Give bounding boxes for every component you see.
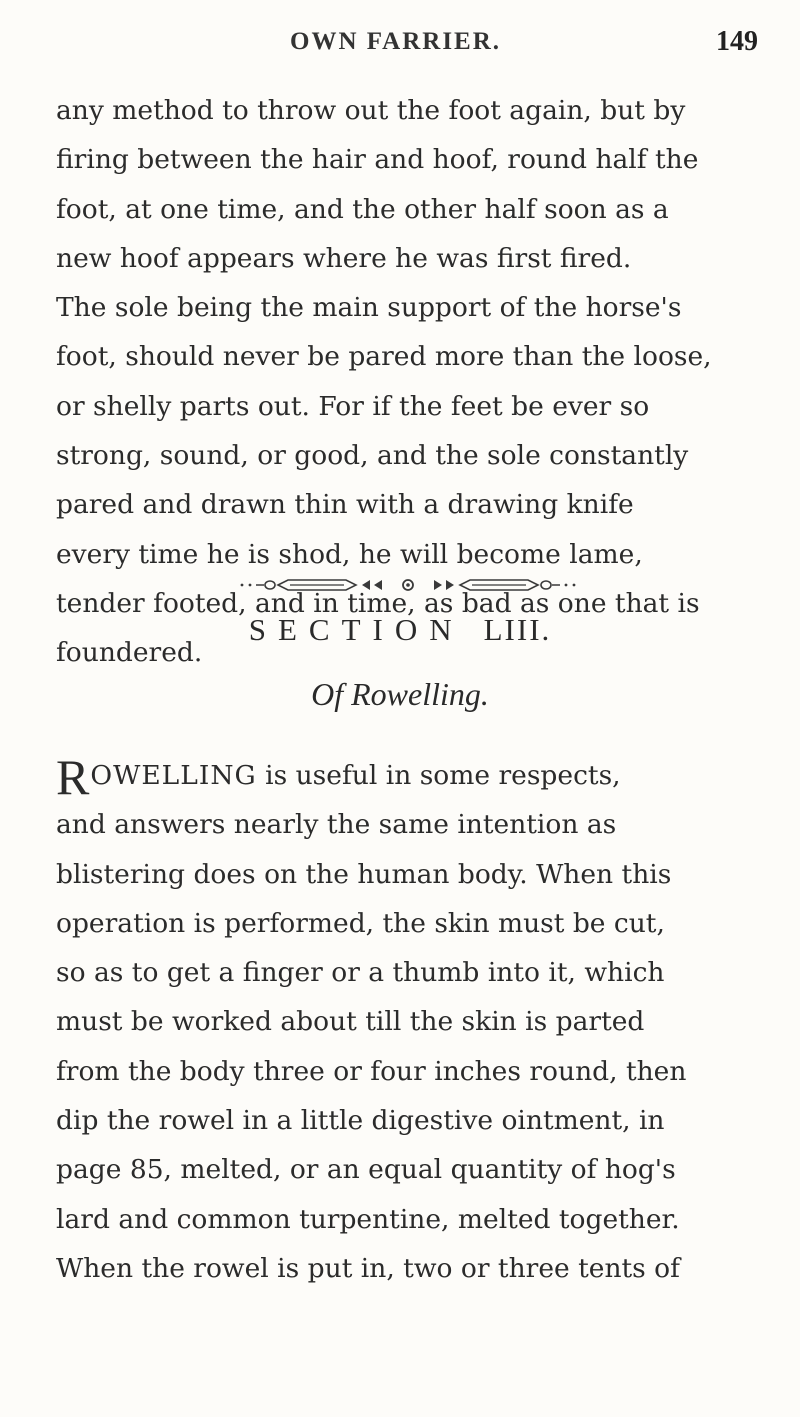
text-line: new hoof appears where he was first fired.: [56, 242, 632, 274]
text-line: strong, sound, or good, and the sole constantly: [56, 440, 689, 472]
text-line: lard and common turpentine, melted together.: [56, 1203, 680, 1235]
text-line: blistering does on the human body. When this: [56, 858, 672, 890]
text-line: every time he is shod, he will become lame,: [56, 538, 643, 570]
page-number: 149: [716, 26, 758, 57]
text-line: firing between the hair and hoof, round half the: [56, 144, 699, 176]
text-line: pared and drawn thin with a drawing knife: [56, 489, 634, 521]
first-line-rest: is useful in some respects,: [256, 760, 621, 791]
text-line: foundered.: [56, 637, 203, 669]
text-line: tender footed, and in time, as bad as one that is: [56, 587, 700, 619]
text-line-first: [56, 749, 756, 805]
text-line: When the rowel is put in, two or three tents of: [56, 1252, 680, 1284]
text-line: and answers nearly the same intention as: [56, 809, 617, 841]
text-line: must be worked about till the skin is parted: [56, 1006, 645, 1038]
text-line: any method to throw out the foot again, but by: [56, 95, 686, 126]
text-line: The sole being the main support of the horse's: [56, 292, 682, 324]
section-heading-number: LIII.: [483, 612, 552, 647]
text-line: operation is performed, the skin must be cut,: [56, 907, 665, 939]
drop-cap: R: [56, 749, 90, 805]
text-line: foot, at one time, and the other half soon as a: [56, 193, 669, 225]
section-heading-word: SECTION: [248, 612, 464, 647]
text-line: page 85, melted, or an equal quantity of hog's: [56, 1154, 676, 1186]
decorative-rule-ornament: [238, 577, 578, 593]
section-subtitle: Of Rowelling.: [311, 676, 489, 712]
text-line: foot, should never be pared more than the loose,: [56, 341, 712, 373]
text-line: or shelly parts out. For if the feet be ever so: [56, 390, 650, 422]
running-head: [0, 22, 800, 62]
text-line: so as to get a finger or a thumb into it, which: [56, 957, 665, 989]
text-line: dip the rowel in a little digestive ointment, in: [56, 1105, 665, 1137]
section-heading: [0, 612, 800, 648]
running-title: OWN FARRIER.: [290, 28, 502, 55]
paragraph-rowelling: [56, 751, 756, 1293]
first-word-rest: OWELLING: [90, 760, 257, 791]
text-line: from the body three or four inches round, then: [56, 1055, 687, 1087]
